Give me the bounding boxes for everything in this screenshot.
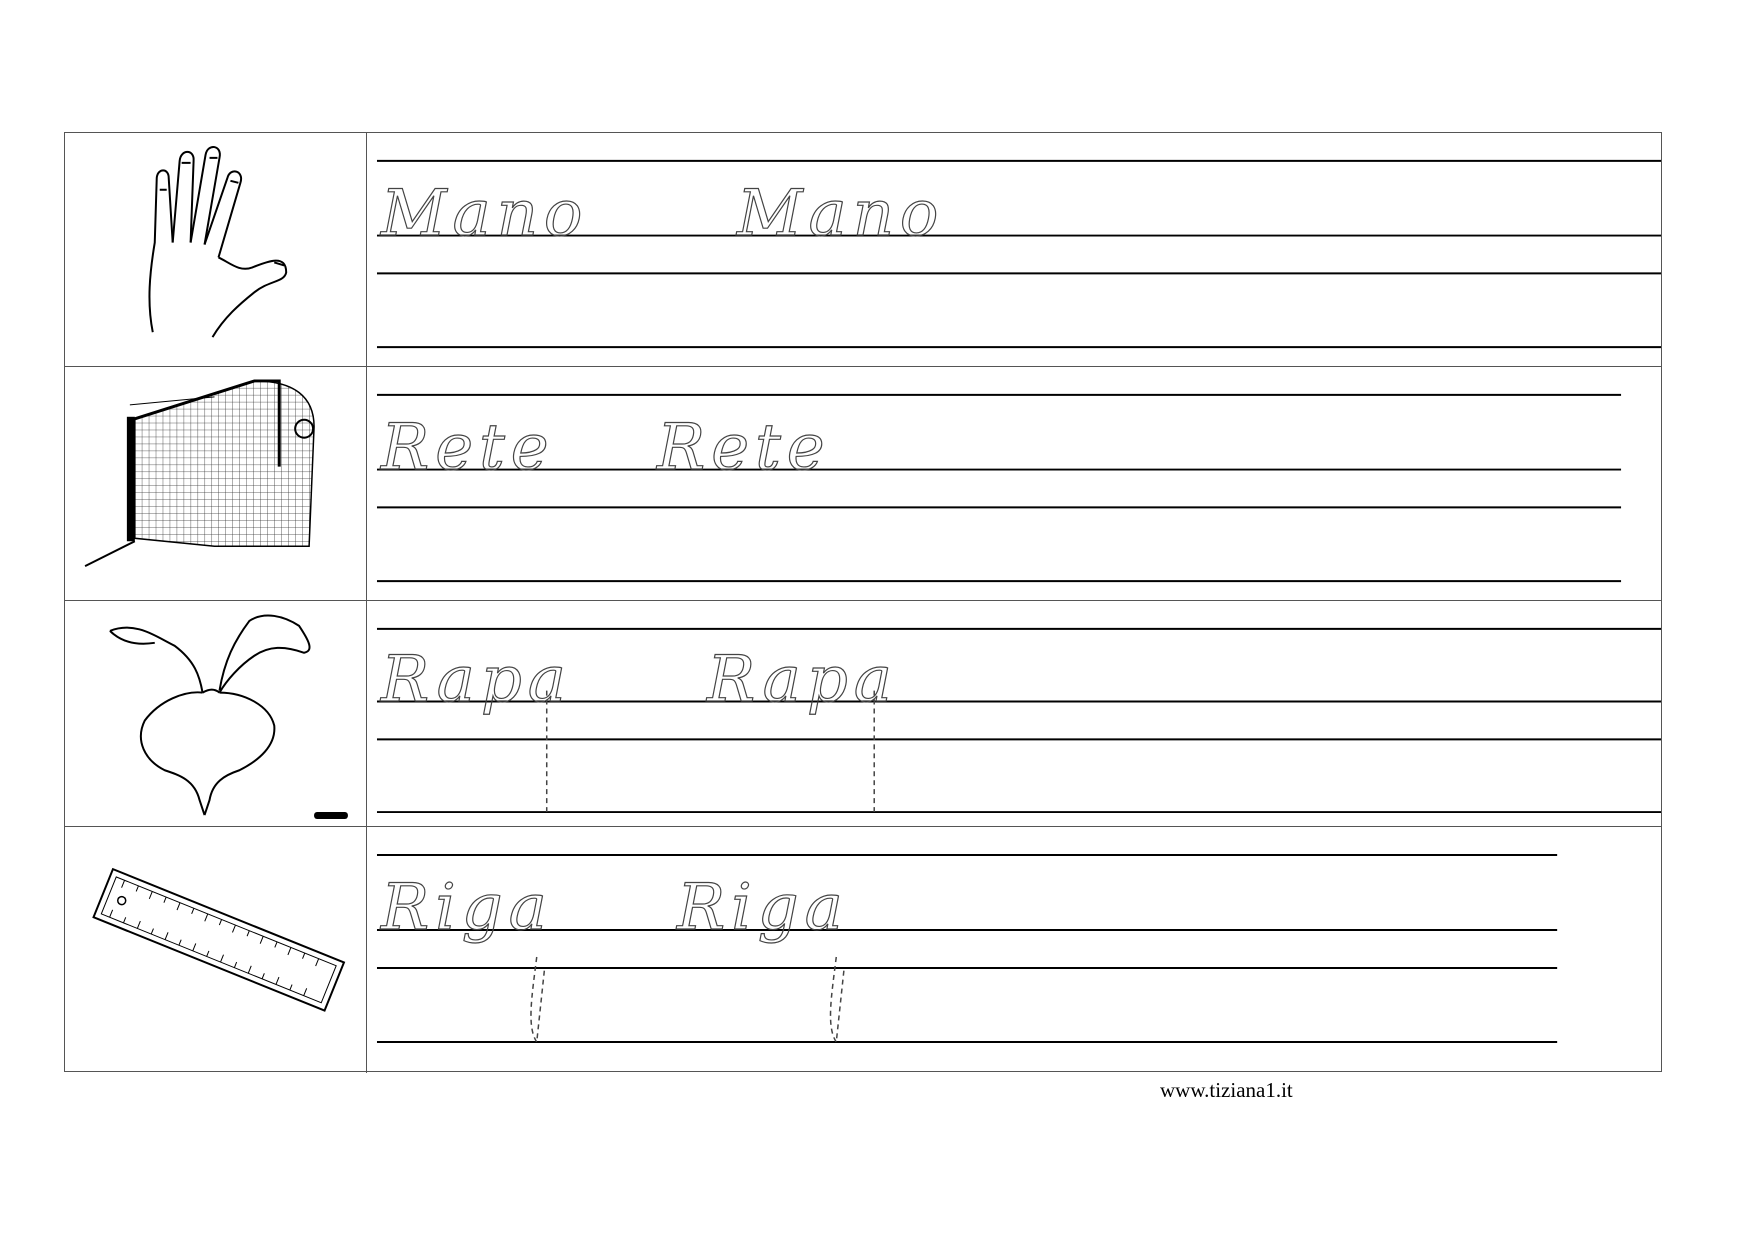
trace-word-2: Rete (657, 411, 831, 485)
soccer-goal-icon (65, 367, 366, 600)
trace-word-2: Rapa (707, 643, 898, 717)
writing-area (367, 827, 1661, 1073)
worksheet-row (65, 601, 1661, 827)
writing-area (367, 601, 1661, 826)
hand-icon (65, 133, 366, 366)
writing-area (367, 367, 1661, 600)
radish-icon (65, 601, 366, 826)
picture-cell (65, 827, 367, 1073)
picture-cell (65, 601, 367, 826)
trace-word-2: Mano (737, 177, 945, 251)
trace-word-2: Riga (677, 871, 849, 945)
picture-cell (65, 133, 367, 366)
ruler-icon (65, 827, 366, 1073)
worksheet-row (65, 133, 1661, 367)
trace-word-1: Mano (381, 177, 589, 251)
trace-word-1: Riga (381, 871, 553, 945)
worksheet-row (65, 367, 1661, 601)
trace-word-1: Rete (381, 411, 555, 485)
worksheet-row (65, 827, 1661, 1073)
footer-website: www.tiziana1.it (1160, 1078, 1293, 1102)
picture-cell (65, 367, 367, 600)
handwriting-worksheet (64, 132, 1662, 1072)
trace-word-1: Rapa (381, 643, 572, 717)
writing-area (367, 133, 1661, 366)
